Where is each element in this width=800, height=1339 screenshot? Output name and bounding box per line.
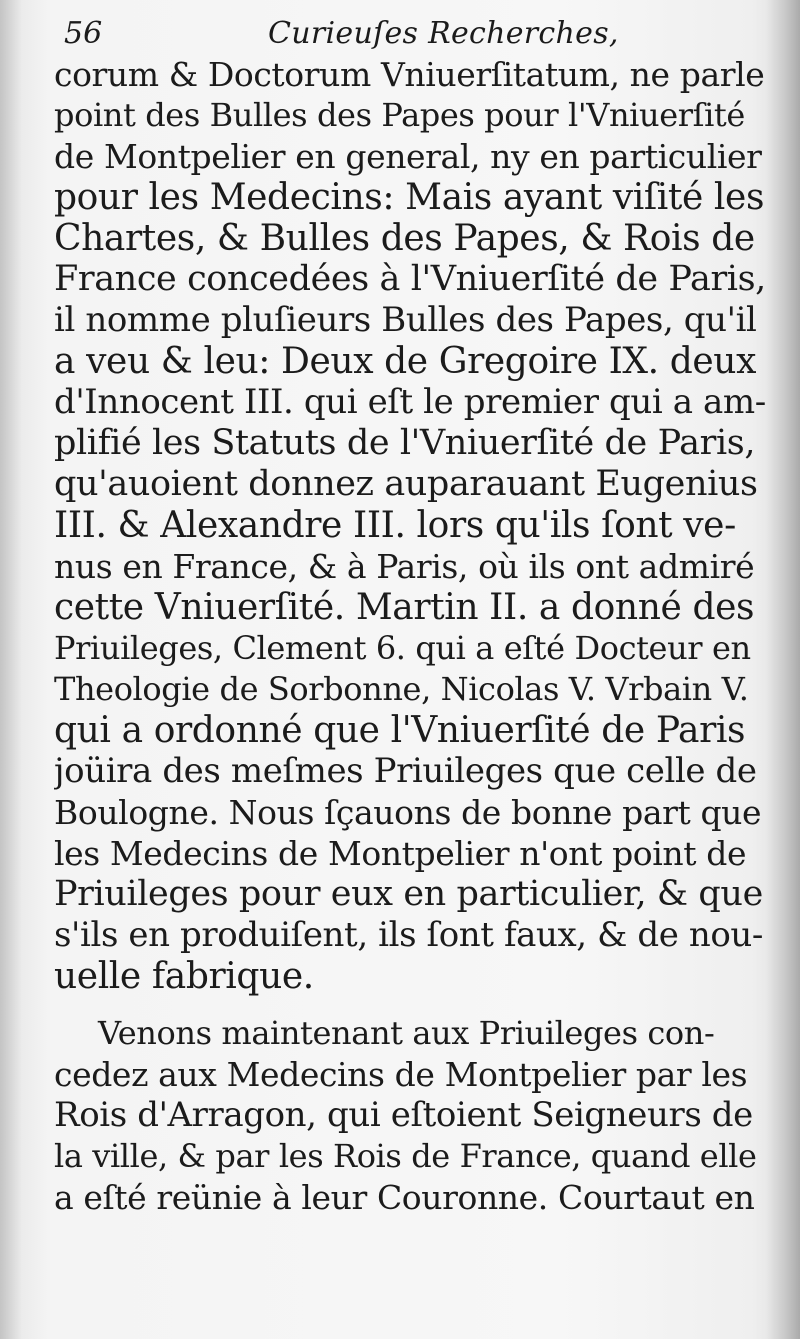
text-line: Venons maintenant aux Priuileges con- — [98, 1014, 715, 1052]
page-edge-shadow — [766, 0, 800, 1339]
paragraph-2 — [54, 1013, 766, 1218]
text-line: Theologie de Sorbonne, Nicolas V. Vrbain V. — [54, 670, 749, 708]
paragraph-1 — [54, 54, 766, 997]
text-line: joüira des meſmes Priuileges que celle de — [54, 751, 757, 791]
text-line: III. & Alexandre III. lors qu'ils ſont ve- — [54, 505, 736, 546]
text-line: Rois d'Arragon, qui eſtoient Seigneurs de — [54, 1095, 753, 1135]
text-line: de Montpelier en general, ny en particulier — [54, 137, 762, 176]
text-line: pour les Medecins: Mais ayant viſité les — [54, 177, 765, 218]
text-line: point des Bulles des Papes pour l'Vniuerſité — [54, 96, 745, 134]
text-line: Priuileges, Clement 6. qui a eſté Docteur en — [54, 629, 751, 667]
body-text — [54, 54, 766, 1218]
text-line: cette Vniuerſité. Martin II. a donné des — [54, 587, 755, 628]
page-binding-shadow — [0, 0, 22, 1339]
page-header — [58, 10, 758, 54]
text-line: Chartes, & Bulles des Papes, & Rois de — [54, 218, 755, 259]
running-title: Curieuſes Recherches, — [268, 16, 619, 51]
text-line: s'ils en produiſent, ils ſont faux, & de nou- — [54, 915, 764, 955]
text-line: Priuileges pour eux en particulier, & que — [54, 874, 763, 914]
text-line: la ville, & par les Rois de France, quand elle — [54, 1137, 757, 1175]
text-line: qui a ordonné que l'Vniuerſité de Paris — [54, 710, 746, 751]
text-line: plifié les Statuts de l'Vniuerſité de Paris, — [54, 423, 756, 463]
text-line: a veu & leu: Deux de Gregoire IX. deux — [54, 341, 756, 382]
text-line: France concedées à l'Vniuerſité de Paris, — [54, 259, 766, 299]
text-line: corum & Doctorum Vniuerſitatum, ne parle — [54, 55, 765, 94]
text-line: nus en France, & à Paris, où ils ont admiré — [54, 547, 755, 586]
page-number: 56 — [64, 16, 103, 51]
text-line: Boulogne. Nous ſçauons de bonne part que — [54, 793, 762, 832]
text-line: il nomme pluſieurs Bulles des Papes, qu'il — [54, 300, 757, 340]
text-line: les Medecins de Montpelier n'ont point de — [54, 834, 747, 873]
text-line: a eſté reünie à leur Couronne. Courtaut en — [54, 1178, 755, 1217]
text-line: qu'auoient donnez auparauant Eugenius — [54, 464, 758, 504]
text-line: d'Innocent III. qui eſt le premier qui a am- — [54, 382, 766, 422]
text-line: cedez aux Medecins de Montpelier par les — [54, 1055, 748, 1094]
text-line: uelle fabrique. — [54, 956, 314, 997]
paragraph-gap — [54, 997, 766, 1013]
